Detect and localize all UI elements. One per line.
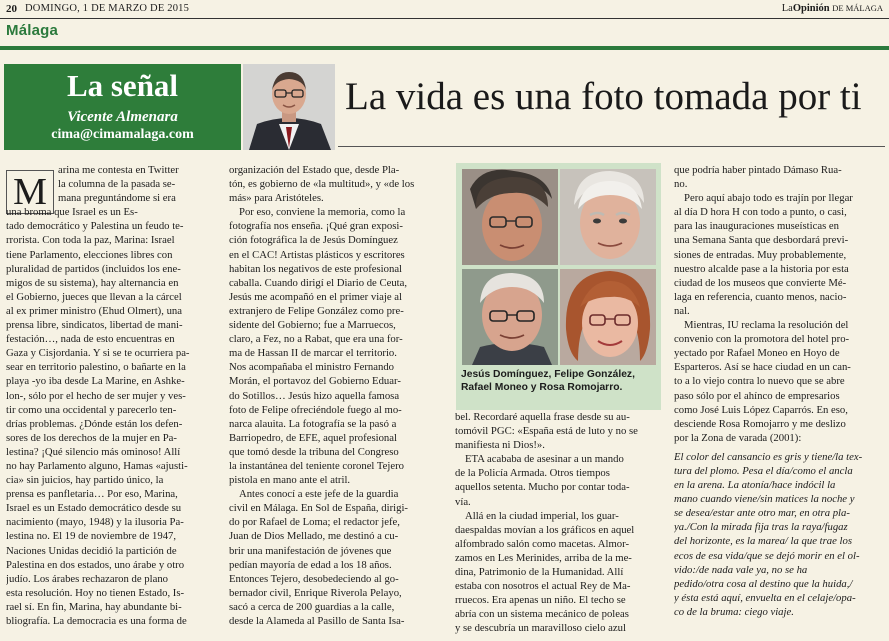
text-line: estaba con nosotros el actual Rey de Ma-: [455, 580, 631, 593]
article-column-3: [455, 410, 665, 636]
text-line: Entonces Tejero, desobedeciendo al go-: [229, 572, 399, 585]
issue-date: DOMINGO, 1 DE MARZO DE 2015: [25, 3, 190, 14]
text-line: foto de Felipe ofreciéndole fuego al mo-: [229, 403, 402, 416]
poem-line: mano cuando viene/sin matices la noche y: [674, 493, 855, 506]
text-line: daespaldas movían a los gráficos en aquel: [455, 523, 635, 536]
text-line: festación…, nada de esto encuentras en: [6, 333, 175, 346]
page-folio: [0, 0, 889, 20]
newspaper-brand: [782, 3, 883, 14]
text-line: por la Zona de varada (2001):: [674, 431, 802, 444]
text-line: pluralidad de partidos (incluidos los ene-: [6, 262, 181, 275]
text-line: sear en territorio palestino, o bañarte en la: [6, 361, 186, 374]
text-line: tir como una occidental y parecerlo ten-: [6, 403, 177, 416]
poem-line: se desea/estar ante otro mar, en otra pla-: [674, 507, 850, 520]
brand-suffix: DE MÁLAGA: [832, 3, 883, 13]
text-line: bel. Recordaré aquella frase desde su au-: [455, 411, 630, 423]
article-headline: La vida es una foto tomada por ti: [345, 75, 862, 118]
caption-line: Jesús Domínguez, Felipe González,: [461, 369, 635, 380]
text-line: ma de Hassan II de marcar el territorio.: [229, 347, 397, 360]
text-line: ETA acababa de asesinar a un mando: [465, 453, 624, 466]
text-line: Israel es un Estado democrático desde su: [6, 502, 182, 515]
column-header-box: [4, 64, 241, 150]
photo-caption: [461, 368, 657, 394]
author-portrait: [243, 64, 335, 150]
text-line: sores de los derechos de la mujer en Pa-: [6, 431, 177, 444]
text-line: prensa es panfletaria… Por eso, Marina,: [6, 488, 178, 501]
headline-rule: [338, 146, 885, 147]
poem-line: ya./Con la mirada fija tras la raya/fugaz: [674, 521, 848, 534]
text-line: rael sí. En fin, Marina, hay abundante bi-: [6, 600, 182, 613]
text-line: tón, es gobierno de «la multitud», y «de los: [229, 178, 415, 191]
text-line: Mientras, IU reclama la resolución del: [684, 319, 849, 332]
text-line: do por Rafael de Loma; el redactor jefe,: [229, 516, 400, 529]
text-line: que podría haber pintado Dámaso Rua-: [674, 164, 842, 176]
text-line: desciende Rosa Romojarro y me deslizo: [674, 417, 846, 430]
text-line: claro, a Fez, no a Rabat, que era una for-: [229, 333, 403, 346]
text-line: do Sotillos… Jesús hizo aquella famosa: [229, 389, 400, 402]
text-line: abría con un sistema mecánico de poleas: [455, 608, 629, 621]
text-line: organización del Estado que, desde Pla-: [229, 164, 400, 176]
page-number: 20: [6, 3, 17, 15]
text-line: mana preguntándome si era: [58, 192, 176, 205]
poem-line: pedido/otra cosa al destino que la huida,/: [674, 577, 853, 590]
text-line: ciudad de los museos que convierte Mé-: [674, 276, 847, 289]
text-line: como José Luis López Caparrós. En eso,: [674, 403, 848, 416]
folio-rule: [0, 18, 889, 19]
text-line: siones de entradas. Muy probablemente,: [674, 248, 847, 261]
photo-rafael-moneo: [462, 269, 558, 365]
text-line: Morán, el portavoz del Gobierno Eduar-: [229, 375, 401, 388]
text-line: tado democrático y Palestina un feudo te-: [6, 220, 184, 233]
text-line: no.: [674, 178, 688, 191]
text-line: pedían mayoría de edad a los 18 años.: [229, 558, 392, 571]
text-line: Jesús me acompañó en el primer viaje al: [229, 290, 403, 303]
text-line: vía.: [455, 495, 471, 508]
text-line: no hay Parlamento alguno, Hamas «ajusti-: [6, 459, 188, 472]
text-line: más» para Aristóteles.: [229, 192, 324, 205]
photo-jesus-dominguez: [462, 169, 558, 265]
text-line: convenio con la promotora del hotel pro-: [674, 333, 850, 346]
text-line: y se descubría un maravilloso cielo azul: [455, 622, 626, 635]
text-line: extranjero de Felipe González como pre-: [229, 304, 404, 317]
photo-felipe-gonzalez: [560, 169, 656, 265]
poem-line: tura del plomo. Pesa el día/como el ancla: [674, 464, 853, 477]
text-line: la instantánea del teniente coronel Tejero: [229, 459, 405, 472]
text-line: habitan los negativos de este profesional: [229, 262, 403, 275]
portrait-image: [462, 169, 558, 265]
brand-prefix: La: [781, 3, 793, 14]
text-line: fotografía nos enseña. ¡Qué gran exposi-: [229, 220, 403, 233]
text-line: lestina? ¡Qué silencio más ominoso! Allí: [6, 445, 181, 458]
text-line: playa -yo iba desde La Marine, en Ashke-: [6, 375, 185, 388]
text-line: alfombrado salón como macetas. Almor-: [455, 537, 629, 550]
text-line: bliografía. La democracia es una forma de: [6, 615, 187, 627]
poem-line: ecos de esa vida/que se dejó morir en el ol-: [674, 549, 860, 562]
text-line: al día D hora H con todo a punto, o casi,: [674, 206, 847, 219]
text-line: Esparteros. Así se hace ciudad en un can-: [674, 361, 851, 374]
text-line: drías problemas. ¿Dónde están los defen-: [6, 417, 183, 430]
poem-line: vido:/de nada vale ya, no se ha: [674, 563, 808, 576]
column-author: Vicente Almenara: [67, 109, 178, 125]
text-line: laga en referencia, cuanto menos, nacio-: [674, 290, 847, 303]
text-line: lestina no. El 19 de noviembre de 1947,: [6, 530, 177, 543]
text-line: ción fotográfica la de Jesús Domínguez: [229, 234, 398, 247]
drop-cap: M: [6, 170, 54, 214]
poem-line: del horizonte, es la marea/ la que trae los: [674, 535, 853, 548]
text-line: Por eso, conviene la memoria, como la: [239, 206, 406, 219]
text-line: una Semana Santa que desbordará previ-: [674, 234, 849, 247]
text-line: Naciones Unidas decidió la partición de: [6, 544, 177, 557]
text-line: judío. Los árabes rechazaron de plano: [6, 572, 169, 585]
text-line: nal.: [674, 304, 690, 317]
portrait-image: [462, 269, 558, 365]
section-title: Málaga: [6, 22, 59, 39]
text-line: de la Policía Armada. Otros tiempos: [455, 467, 610, 480]
text-line: rruecos. Era apenas un niño. El techo se: [455, 594, 626, 607]
portrait-image: [560, 269, 656, 365]
text-line: Nos acompañaba el ministro Fernando: [229, 361, 395, 374]
text-line: bernador civil, Enrique Riverola Pelayo,: [229, 586, 402, 599]
text-line: nacimiento (mayo, 1948) y la ilusoria Pa-: [6, 516, 184, 529]
text-line: prensa libre, sindicatos, libertad de mani-: [6, 319, 183, 332]
text-line: dina, Patrimonio de la Humanidad. Allí: [455, 566, 624, 579]
text-line: tiene Parlamento, elecciones libres con: [6, 248, 173, 261]
text-line: Pero aquí abajo todo es trajín por llegar: [684, 192, 853, 205]
text-line: Palestina en dos estados, uno árabe y otro: [6, 558, 185, 571]
column-name: La señal: [66, 68, 179, 103]
text-line: desde la Alameda al Pasillo de Santa Isa-: [229, 615, 405, 627]
text-line: arina me contesta en Twitter: [58, 164, 179, 176]
text-line: pistola en mano ante el atril.: [229, 474, 351, 487]
section-divider: [0, 46, 889, 50]
text-line: to a lo viejo contra lo nuevo que se abre: [674, 375, 845, 388]
article-column-4: [674, 163, 886, 619]
text-line: Antes conocí a este jefe de la guardia: [239, 488, 399, 501]
text-line: una broma que Israel es un Es-: [6, 206, 138, 219]
text-line: el Gobierno, jueces que llevan a la cárcel: [6, 290, 182, 303]
photo-rosa-romojarro: [560, 269, 656, 365]
poem-line: El color del cansancio es gris y tiene/la tex-: [674, 450, 863, 463]
text-line: Allá en la ciudad imperial, los guar-: [465, 509, 619, 522]
photo-box: [456, 163, 661, 410]
author-email: cima@cimamalaga.com: [51, 127, 194, 142]
text-line: yectado por Rafael Moneo en Hoyo de: [674, 347, 840, 360]
poem-line: y ésta está aquí, envuelta en el celaje/opa-: [674, 591, 856, 604]
author-portrait-image: [243, 64, 335, 150]
text-line: Gaza y Cisjordania. Y si se te ocurriera pa-: [6, 347, 190, 360]
text-line: lon-, sólo por el hecho de ser mujer y ves-: [6, 389, 186, 402]
text-line: brir una manifestación de jóvenes que: [229, 544, 392, 557]
text-line: que tomó desde la tribuna del Congreso: [229, 445, 399, 458]
text-line: migos de su sistema), hay alternancia en: [6, 276, 179, 289]
text-line: Barriopedro, de EFE, aquel profesional: [229, 431, 397, 444]
caption-line: Rafael Moneo y Rosa Romojarro.: [461, 382, 623, 393]
text-line: nuestro alcalde pase a la historia por esta: [674, 262, 849, 275]
text-line: Juan de Dios Mellado, me destinó a cu-: [229, 530, 399, 543]
text-line: en el CAC! Artistas plásticos y escritores: [229, 248, 405, 261]
text-line: zamos en Les Merinides, arriba de la me-: [455, 551, 632, 564]
text-line: manifiesta ni Dios!».: [455, 439, 545, 452]
text-line: rrorista. Con toda la paz, Marina: Israel: [6, 234, 175, 247]
article-column-2: [229, 163, 447, 628]
poem-line: en la arena. La atonía/hace indócil la: [674, 479, 836, 492]
text-line: sidente del Gobierno; fue a Marruecos,: [229, 319, 396, 332]
text-line: caballa. Cuando dirigí el Diario de Ceuta,: [229, 276, 408, 289]
text-line: sacó a cerca de 200 guardias a la calle,: [229, 600, 395, 613]
text-line: narca alauita. La fotografía se la pasó a: [229, 417, 397, 430]
text-line: al ex primer ministro (Ehud Olmert), una: [6, 304, 182, 317]
portrait-image: [560, 169, 656, 265]
poem-line: co de la bruma: ciego viaje.: [674, 605, 794, 618]
text-line: la columna de la pasada se-: [58, 178, 176, 191]
text-line: tomóvil PGC: «España está de luto y no se: [455, 425, 638, 438]
text-line: cia» sin juicios, hay partido único, la: [6, 474, 164, 487]
text-line: esta resolución. Hoy no tienen Estado, Is-: [6, 586, 185, 599]
quoted-poem: [674, 450, 886, 619]
text-line: aquellos setenta. Mucho por contar toda-: [455, 481, 630, 494]
text-line: paso sólo por el ahínco de empresarios: [674, 389, 840, 402]
brand-name: Opinión: [792, 3, 830, 14]
article-column-1: [6, 163, 221, 628]
text-line: civil en Málaga. En Sol de España, dirigi-: [229, 502, 408, 515]
text-line: para las inauguraciones museísticas en: [674, 220, 840, 233]
